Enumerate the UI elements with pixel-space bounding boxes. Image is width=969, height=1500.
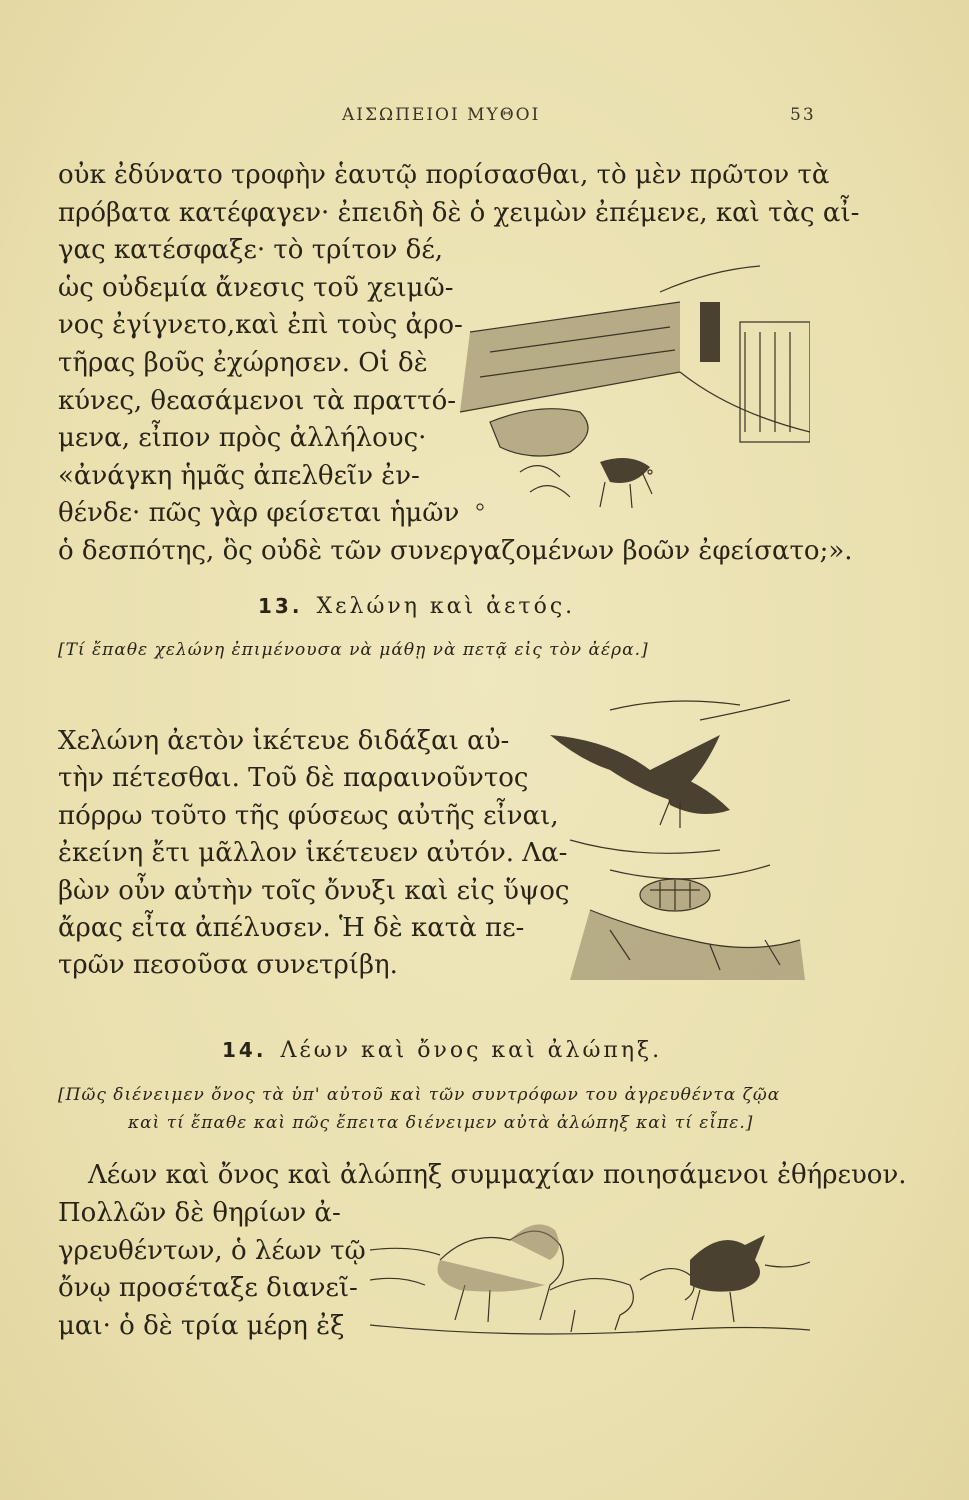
- fable-subtitle: καὶ τί ἔπαθε καὶ πῶς ἔπειτα διένειμεν αὐτὰ ἀλώπηξ καὶ τί εἶπε.]: [128, 1113, 754, 1133]
- text-line: ὡς οὐδεμία ἄνεσις τοῦ χειμῶ-: [58, 273, 454, 303]
- text-line: «ἀνάγκη ἡμᾶς ἀπελθεῖν ἐν-: [58, 461, 420, 491]
- text-line: τρῶν πεσοῦσα συνετρίβη.: [58, 950, 398, 980]
- text-line: Πολλῶν δὲ θηρίων ἀ-: [58, 1198, 341, 1228]
- text-line: κύνες, θεασάμενοι τὰ πραττό-: [58, 386, 457, 416]
- fable-number: 13.: [258, 594, 303, 618]
- fable-title: [222, 1038, 662, 1063]
- text-line: ἐκείνη ἔτι μᾶλλον ἱκέτευεν αὐτόν. Λα-: [58, 838, 568, 868]
- text-line: νος ἐγίγνετο,καὶ ἐπὶ τοὺς ἀρο-: [58, 310, 463, 340]
- fable-title-text: Χελώνη καὶ ἀετός.: [316, 594, 576, 619]
- page-number: 53: [790, 105, 816, 125]
- text-line: ὁ δεσπότης, ὃς οὐδὲ τῶν συνεργαζομένων βοῶν ἐφείσατο;».: [58, 536, 853, 566]
- text-line: Λέων καὶ ὄνος καὶ ἀλώπηξ συμμαχίαν ποιησάμενοι ἐθήρευον.: [88, 1160, 907, 1190]
- fable-title: [258, 594, 575, 619]
- text-line: μενα, εἶπον πρὸς ἀλλήλους·: [58, 423, 427, 453]
- fable-subtitle: [Πῶς διένειμεν ὄνος τὰ ὑπ' αὐτοῦ καὶ τῶν συντρόφων του ἀγρευθέντα ζῷα: [58, 1085, 781, 1105]
- text-line: πρόβατα κατέφαγεν· ἐπειδὴ δὲ ὁ χειμὼν ἐπέμενε, καὶ τὰς αἶ-: [58, 198, 860, 228]
- text-line: θένδε· πῶς γὰρ φείσεται ἡμῶν: [58, 498, 460, 528]
- text-line: ὄνῳ προσέταξε διανεῖ-: [58, 1273, 358, 1303]
- text-line: βὼν οὖν αὐτὴν τοῖς ὄνυξι καὶ εἰς ὕψος: [58, 876, 570, 906]
- text-line: γρευθέντων, ὁ λέων τῷ: [58, 1236, 366, 1266]
- text-line: μαι· ὁ δὲ τρία μέρη ἐξ: [58, 1311, 345, 1341]
- text-line: γας κατέσφαξε· τὸ τρίτον δέ,: [58, 235, 444, 265]
- running-title: ΑΙΣΩΠΕΙΟΙ ΜΥΘΟΙ: [342, 105, 541, 125]
- text-line: πόρρω τοῦτο τῆς φύσεως αὐτῆς εἶναι,: [58, 801, 559, 831]
- text-line: τὴν πέτεσθαι. Τοῦ δὲ παραινοῦντος: [58, 763, 529, 793]
- text-line: τῆρας βοῦς ἐχώρησεν. Οἱ δὲ: [58, 348, 428, 378]
- text-line: Χελώνη ἀετὸν ἱκέτευε διδάξαι αὐ-: [58, 726, 510, 756]
- lion-donkey-fox-illustration: [370, 1190, 810, 1340]
- fable-number: 14.: [222, 1038, 267, 1062]
- text-line: ἄρας εἶτα ἀπέλυσεν. Ἡ δὲ κατὰ πε-: [58, 913, 525, 943]
- text-line: οὐκ ἐδύνατο τροφὴν ἑαυτῷ πορίσασθαι, τὸ μὲν πρῶτον τὰ: [58, 160, 830, 190]
- fable-title-text: Λέων καὶ ὄνος καὶ ἀλώπηξ.: [280, 1038, 663, 1063]
- eagle-tortoise-illustration: [550, 690, 820, 990]
- farm-dogs-illustration: [430, 262, 810, 522]
- fable-subtitle: [Τί ἔπαθε χελώνη ἐπιμένουσα νὰ μάθῃ νὰ πετᾷ εἰς τὸν ἀέρα.]: [58, 640, 649, 660]
